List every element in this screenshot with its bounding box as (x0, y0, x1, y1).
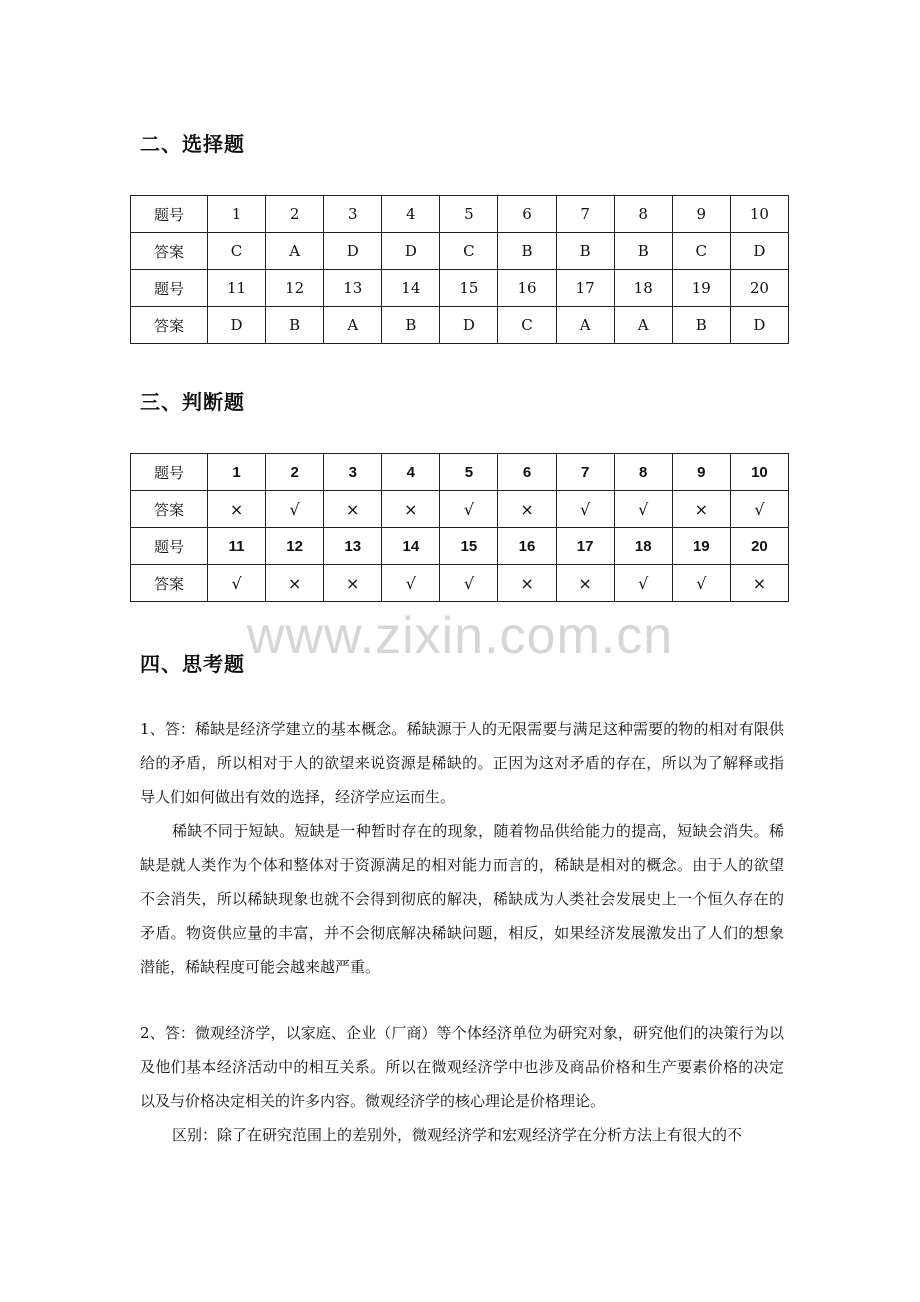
question-number-cell: 12 (266, 270, 324, 307)
question-number-cell: 11 (208, 528, 266, 565)
answer-mark-cell: × (324, 565, 382, 602)
question-number-cell: 4 (382, 196, 440, 233)
question-number-cell: 15 (440, 528, 498, 565)
question-number-cell: 13 (324, 528, 382, 565)
answer-mark-cell: × (498, 565, 556, 602)
answer-cell: A (614, 307, 672, 344)
answer-cell: C (208, 233, 266, 270)
question-number-cell: 5 (440, 454, 498, 491)
question-number-cell: 5 (440, 196, 498, 233)
answer-mark-cell: √ (440, 565, 498, 602)
answer-cell: D (382, 233, 440, 270)
table-row (131, 528, 789, 565)
question-number-cell: 16 (498, 270, 556, 307)
row-header: 答案 (131, 307, 208, 344)
question-number-cell: 1 (208, 196, 266, 233)
question-number-cell: 1 (208, 454, 266, 491)
answer-cell: D (208, 307, 266, 344)
row-header: 答案 (131, 491, 208, 528)
question-number-cell: 18 (614, 270, 672, 307)
answer-mark-cell: √ (614, 565, 672, 602)
row-header: 题号 (131, 196, 208, 233)
question-number-cell: 20 (730, 270, 788, 307)
answer-cell: C (440, 233, 498, 270)
question-number-cell: 11 (208, 270, 266, 307)
question-number-cell: 3 (324, 196, 382, 233)
table-row (131, 233, 789, 270)
question-number-cell: 14 (382, 528, 440, 565)
question-number-cell: 16 (498, 528, 556, 565)
answer-cell: B (556, 233, 614, 270)
question-number-cell: 2 (266, 196, 324, 233)
question-number-cell: 19 (672, 528, 730, 565)
question-number-cell: 13 (324, 270, 382, 307)
answer-mark-cell: × (382, 491, 440, 528)
question-number-cell: 12 (266, 528, 324, 565)
row-header: 答案 (131, 233, 208, 270)
question-number-cell: 10 (730, 454, 788, 491)
answer-cell: D (324, 233, 382, 270)
answer-paragraph: 2、答：微观经济学，以家庭、企业（厂商）等个体经济单位为研究对象，研究他们的决策行为以及他们基本经济活动中的相互关系。所以在微观经济学中也涉及商品价格和生产要素价格的决定以及与价格决定相关的许多内容。微观经济学的核心理论是价格理论。 (140, 1024, 784, 1110)
question-number-cell: 8 (614, 454, 672, 491)
section-title-multiple-choice: 二、选择题 (140, 132, 245, 156)
answer-mark-cell: √ (614, 491, 672, 528)
answer-cell: A (324, 307, 382, 344)
answer-cell: B (266, 307, 324, 344)
answer-paragraph: 稀缺不同于短缺。短缺是一种暂时存在的现象，随着物品供给能力的提高，短缺会消失。稀缺是就人类作为个体和整体对于资源满足的相对能力而言的，稀缺是相对的概念。由于人的欲望不会消失，所以稀缺现象也就不会得到彻底的解决，稀缺成为人类社会发展史上一个恒久存在的矛盾。物资供应量的丰富，并不会彻底解决稀缺问题，相反，如果经济发展激发出了人们的想象潜能，稀缺程度可能会越来越严重。 (140, 822, 784, 976)
row-header: 答案 (131, 565, 208, 602)
section-title-discussion: 四、思考题 (140, 652, 245, 676)
table-row (131, 196, 789, 233)
answer-cell: B (614, 233, 672, 270)
table-row (131, 454, 789, 491)
section-title-true-false: 三、判断题 (140, 390, 245, 414)
question-number-cell: 7 (556, 454, 614, 491)
question-number-cell: 6 (498, 454, 556, 491)
answer-mark-cell: √ (266, 491, 324, 528)
true-false-answer-table (130, 453, 789, 602)
answer-mark-cell: × (324, 491, 382, 528)
question-number-cell: 7 (556, 196, 614, 233)
answer-paragraph: 区别：除了在研究范围上的差别外，微观经济学和宏观经济学在分析方法上有很大的不 (172, 1126, 743, 1144)
answer-cell: B (382, 307, 440, 344)
answer-mark-cell: × (266, 565, 324, 602)
answer-mark-cell: √ (382, 565, 440, 602)
answer-cell: C (672, 233, 730, 270)
question-number-cell: 4 (382, 454, 440, 491)
question-number-cell: 9 (672, 454, 730, 491)
answer-cell: A (266, 233, 324, 270)
row-header: 题号 (131, 528, 208, 565)
answer-paragraph: 1、答：稀缺是经济学建立的基本概念。稀缺源于人的无限需要与满足这种需要的物的相对有限供给的矛盾，所以相对于人的欲望来说资源是稀缺的。正因为这对矛盾的存在，所以为了解释或指导人们如何做出有效的选择，经济学应运而生。 (140, 720, 784, 806)
answer-cell: A (556, 307, 614, 344)
question-number-cell: 17 (556, 528, 614, 565)
question-number-cell: 19 (672, 270, 730, 307)
site-watermark: www.zixin.com.cn (246, 607, 674, 665)
question-number-cell: 14 (382, 270, 440, 307)
answer-mark-cell: × (498, 491, 556, 528)
answer-mark-cell: × (730, 565, 788, 602)
answer-mark-cell: √ (556, 491, 614, 528)
answer-mark-cell: √ (730, 491, 788, 528)
question-number-cell: 6 (498, 196, 556, 233)
table-row (131, 270, 789, 307)
question-number-cell: 20 (730, 528, 788, 565)
answer-mark-cell: × (672, 491, 730, 528)
answer-mark-cell: √ (440, 491, 498, 528)
table-row (131, 491, 789, 528)
multiple-choice-answer-table (130, 195, 789, 344)
answer-cell: C (498, 307, 556, 344)
answer-mark-cell: × (556, 565, 614, 602)
question-number-cell: 18 (614, 528, 672, 565)
question-number-cell: 15 (440, 270, 498, 307)
table-row (131, 307, 789, 344)
question-number-cell: 17 (556, 270, 614, 307)
row-header: 题号 (131, 454, 208, 491)
answer-cell: D (440, 307, 498, 344)
answer-mark-cell: × (208, 491, 266, 528)
table-row (131, 565, 789, 602)
question-number-cell: 8 (614, 196, 672, 233)
answer-cell: B (672, 307, 730, 344)
answer-cell: D (730, 233, 788, 270)
question-number-cell: 10 (730, 196, 788, 233)
answer-mark-cell: √ (208, 565, 266, 602)
answer-cell: B (498, 233, 556, 270)
answer-mark-cell: √ (672, 565, 730, 602)
answer-cell: D (730, 307, 788, 344)
question-number-cell: 9 (672, 196, 730, 233)
row-header: 题号 (131, 270, 208, 307)
question-number-cell: 3 (324, 454, 382, 491)
question-number-cell: 2 (266, 454, 324, 491)
